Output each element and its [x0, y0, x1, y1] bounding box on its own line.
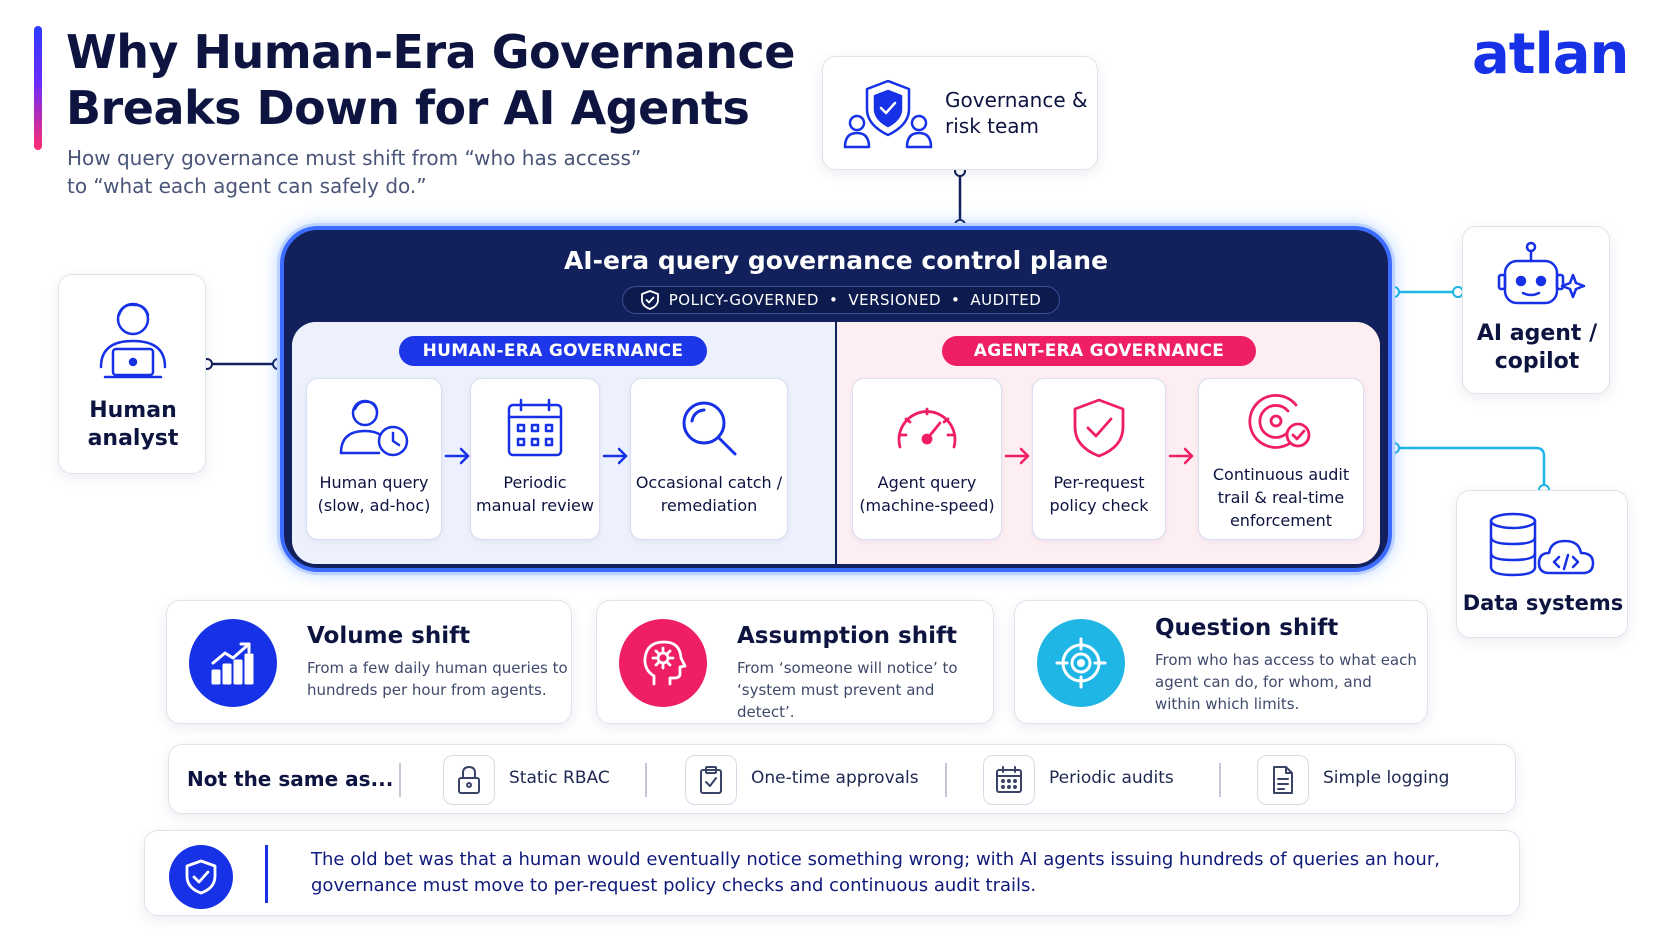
- speedometer-icon: [853, 397, 1001, 461]
- governance-team-label: [945, 87, 1095, 139]
- badge-separator: •: [828, 291, 839, 309]
- key-takeaway-card: [144, 830, 1520, 916]
- calendar-icon: [471, 397, 599, 461]
- human-era-tag: HUMAN-ERA GOVERNANCE: [399, 336, 707, 366]
- atlan-logo: atlan: [1472, 22, 1629, 87]
- ai-agent-line-2: copilot: [1494, 349, 1580, 374]
- database-cloud-icon: [1487, 511, 1603, 581]
- question-shift-text: [1155, 649, 1417, 715]
- crosshair-icon: [1037, 619, 1125, 707]
- shift-text-line-1: From who has access to what each: [1155, 651, 1417, 669]
- governance-team-line-1: Governance &: [945, 88, 1088, 112]
- not-same-lead: Not the same as...: [187, 767, 394, 791]
- growth-chart-icon: [189, 619, 277, 707]
- divider: [265, 845, 268, 903]
- takeaway-line-1: The old bet was that a human would eventually notice something wrong; with AI agents issuing hundreds of queries an hour,: [311, 849, 1440, 870]
- human-analyst-label: [59, 397, 207, 453]
- flow-arrow-icon: [442, 446, 472, 466]
- step-occasional-catch-label: [635, 471, 783, 517]
- shift-text-line-3: within which limits.: [1155, 695, 1300, 713]
- governance-team-line-2: risk team: [945, 114, 1040, 138]
- assumption-shift-title: Assumption shift: [737, 623, 957, 649]
- shift-text-line-2: ‘system must prevent and detect’.: [737, 681, 935, 721]
- step-line-1: Occasional catch /: [635, 473, 783, 492]
- badge-versioned: VERSIONED: [848, 291, 942, 309]
- step-line-2: (slow, ad-hoc): [317, 496, 431, 515]
- control-plane: [280, 226, 1392, 572]
- volume-shift-title: Volume shift: [307, 623, 471, 649]
- title-accent-bar: [34, 26, 42, 150]
- title-line-2: Breaks Down for AI Agents: [66, 81, 750, 135]
- human-analyst-card: [58, 274, 206, 474]
- shift-text-line-1: From ‘someone will notice’ to: [737, 659, 958, 677]
- subtitle-line-1: How query governance must shift from “who has access”: [67, 146, 642, 170]
- magnifier-icon: [631, 397, 787, 461]
- step-agent-query: [852, 378, 1002, 540]
- data-systems-card: [1456, 490, 1628, 638]
- volume-shift-card: [166, 600, 572, 724]
- control-plane-body: [292, 322, 1380, 564]
- step-line-1: Continuous audit: [1212, 465, 1350, 484]
- question-shift-title: Question shift: [1155, 615, 1339, 641]
- flow-arrow-icon: [1002, 446, 1032, 466]
- step-line-1: Periodic: [503, 473, 567, 492]
- not-same-simple-logging: Simple logging: [1323, 768, 1450, 788]
- step-line-2: trail & real-time: [1217, 488, 1345, 507]
- step-continuous-audit-label: [1203, 463, 1359, 532]
- document-icon: [1257, 755, 1309, 805]
- human-analyst-line-1: Human: [89, 398, 177, 423]
- takeaway-line-2: governance must move to per-request policy checks and continuous audit trails.: [311, 875, 1037, 896]
- separator: [1219, 763, 1221, 797]
- clipboard-check-icon: [685, 755, 737, 805]
- shield-team-icon: [843, 77, 933, 151]
- assumption-shift-text: [737, 657, 993, 723]
- step-line-3: enforcement: [1229, 511, 1333, 530]
- ai-agent-line-1: AI agent /: [1476, 321, 1598, 346]
- question-shift-card: [1014, 600, 1428, 724]
- flow-arrow-icon: [600, 446, 630, 466]
- step-line-1: Human query: [319, 473, 429, 492]
- not-same-periodic-audits: Periodic audits: [1049, 768, 1174, 788]
- step-occasional-catch: [630, 378, 788, 540]
- step-human-query: [306, 378, 442, 540]
- analyst-laptop-icon: [93, 295, 173, 385]
- shield-check-icon: [1033, 397, 1165, 461]
- step-line-2: policy check: [1049, 496, 1149, 515]
- human-analyst-line-2: analyst: [87, 426, 179, 451]
- separator: [645, 763, 647, 797]
- page-title: [66, 24, 795, 136]
- not-same-one-time-approvals: One-time approvals: [751, 768, 919, 788]
- volume-shift-text: [307, 657, 568, 701]
- ai-agent-label: [1463, 320, 1611, 376]
- step-human-query-label: [311, 471, 437, 517]
- robot-icon: [1491, 241, 1587, 311]
- assumption-shift-card: [596, 600, 994, 724]
- person-clock-icon: [307, 397, 441, 461]
- shield-icon: [641, 290, 659, 310]
- step-agent-query-label: [857, 471, 997, 517]
- badge-policy-governed: POLICY-GOVERNED: [668, 291, 819, 309]
- control-plane-badges: [622, 286, 1060, 314]
- shift-text-line-1: From a few daily human queries to: [307, 659, 568, 677]
- agent-era-tag: AGENT-ERA GOVERNANCE: [942, 336, 1256, 366]
- step-periodic-review-label: [475, 471, 595, 517]
- step-line-2: (machine-speed): [859, 496, 995, 515]
- shift-text-line-2: agent can do, for whom, and: [1155, 673, 1372, 691]
- badge-audited: AUDITED: [970, 291, 1042, 309]
- step-line-2: remediation: [660, 496, 758, 515]
- step-per-request-check: [1032, 378, 1166, 540]
- step-line-1: Agent query: [877, 473, 977, 492]
- ai-agent-card: [1462, 226, 1610, 394]
- control-plane-title: AI-era query governance control plane: [563, 246, 1109, 275]
- subtitle-line-2: to “what each agent can safely do.”: [67, 174, 427, 198]
- calendar-icon: [983, 755, 1035, 805]
- step-per-request-check-label: [1037, 471, 1161, 517]
- separator: [399, 763, 401, 797]
- step-line-2: manual review: [476, 496, 594, 515]
- key-takeaway-text: [311, 847, 1471, 899]
- lock-icon: [443, 755, 495, 805]
- data-systems-label: Data systems: [1462, 591, 1624, 615]
- step-periodic-review: [470, 378, 600, 540]
- shift-text-line-2: hundreds per hour from agents.: [307, 681, 547, 699]
- target-check-icon: [1199, 391, 1363, 455]
- governance-team-card: [822, 56, 1098, 170]
- not-same-static-rbac: Static RBAC: [509, 768, 610, 788]
- badge-separator: •: [951, 291, 961, 309]
- era-divider: [835, 322, 837, 564]
- step-line-1: Per-request: [1053, 473, 1145, 492]
- title-line-1: Why Human-Era Governance: [66, 25, 795, 79]
- separator: [945, 763, 947, 797]
- head-gear-icon: [619, 619, 707, 707]
- not-the-same-bar: [168, 744, 1516, 814]
- shield-check-icon: [169, 845, 233, 909]
- flow-arrow-icon: [1166, 446, 1196, 466]
- page-subtitle: [67, 144, 667, 200]
- step-continuous-audit: [1198, 378, 1364, 540]
